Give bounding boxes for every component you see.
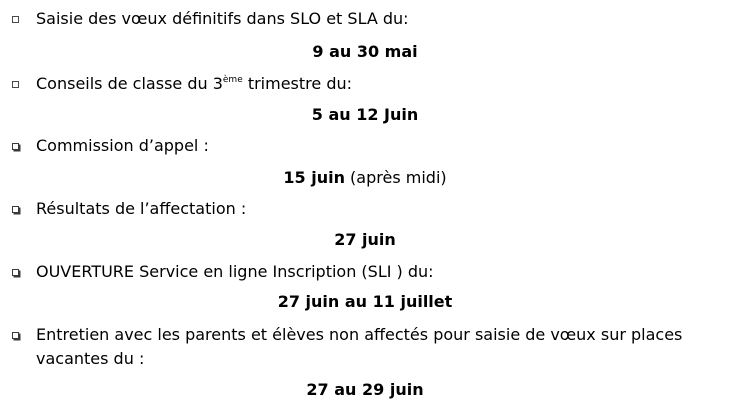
item-label: OUVERTURE Service en ligne Inscription (SLI ) du: (36, 262, 434, 281)
item-label: Saisie des vœux définitifs dans SLO et SLA du: (36, 9, 409, 28)
shadowed-square-bullet-icon (12, 206, 19, 213)
hollow-square-bullet-icon (12, 16, 19, 23)
item-label: Résultats de l’affectation : (36, 199, 247, 218)
shadowed-square-bullet-icon (12, 332, 19, 339)
label-part: trimestre du: (242, 74, 352, 93)
item-label: Entretien avec les parents et élèves non affectés pour saisie de vœux sur places (36, 325, 683, 344)
date-value: 27 juin (334, 230, 396, 249)
shadowed-square-bullet-icon (12, 143, 19, 150)
date-value: 15 juin (283, 168, 345, 187)
item-label-continuation: vacantes du : (36, 349, 145, 368)
hollow-square-bullet-icon (12, 81, 19, 88)
label-superscript: ème (222, 75, 243, 85)
item-date (0, 104, 730, 126)
item-date (0, 229, 730, 251)
item-date (0, 167, 730, 189)
item-date (0, 41, 730, 63)
item-date (0, 291, 730, 313)
item-label (36, 73, 352, 95)
date-value: 27 au 29 juin (306, 380, 424, 399)
item-label: Commission d’appel : (36, 136, 209, 155)
label-part: Conseils de classe du 3 (36, 74, 223, 93)
date-value: 5 au 12 Juin (311, 105, 419, 124)
date-value: 9 au 30 mai (312, 42, 418, 61)
date-note: (après midi) (344, 168, 447, 187)
shadowed-square-bullet-icon (12, 269, 19, 276)
date-value: 27 juin au 11 juillet (277, 292, 453, 311)
item-date (0, 379, 730, 401)
